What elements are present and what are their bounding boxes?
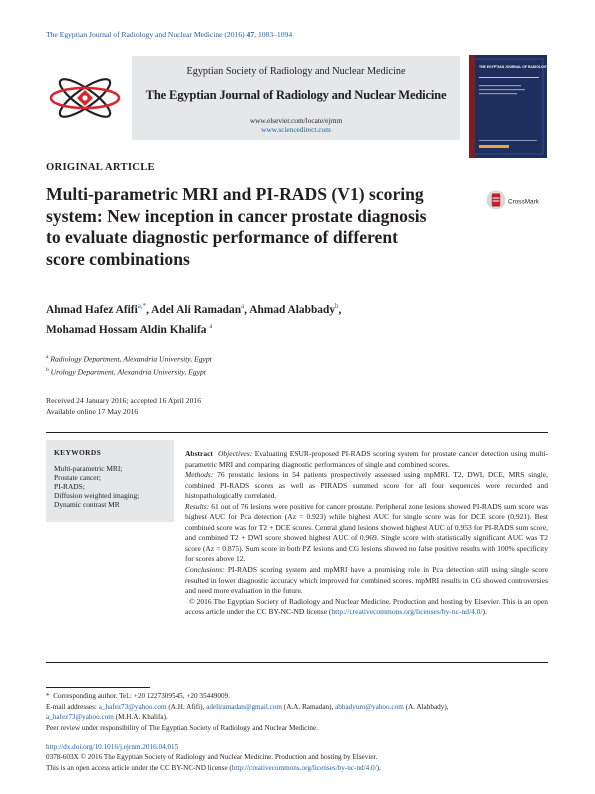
authors-line-1 [46, 298, 476, 318]
affiliations [46, 352, 212, 377]
article-dates [46, 395, 201, 417]
author-name: Ahmad Hafez Afifi [46, 303, 138, 316]
author-name: , Ahmad Alabbady [244, 303, 336, 316]
journal-reference [46, 30, 292, 39]
journal-ref-text: The Egyptian Journal of Radiology and Nuclear Medicine (2016) [46, 30, 247, 39]
conclusions-label: Conclusions: [185, 565, 225, 575]
author-name: Mohamad Hossam Aldin Khalifa [46, 324, 207, 337]
cover-title-text: THE EGYPTIAN JOURNAL OF RADIOLOGY AND NUCLEAR MEDICINE [479, 65, 592, 69]
online-date: Available online 17 May 2016 [46, 407, 139, 416]
email-owner: (M.H.A. Khalifa). [115, 713, 168, 722]
copyright-text: © 2016 The Egyptian Society of Radiology and Nuclear Medicine. Production and hosting by Elsevier. This is an open access article under the CC BY-NC-ND license ( [185, 596, 549, 617]
author-affiliation-mark[interactable]: a [241, 302, 245, 310]
methods-text: 76 prostatic lesions in 54 patients prospectively assessed using mpMRI. T2, DWI, DCE, MRS single, combined PI-RADS scores as well as PIRADS summed score for all four sequences were recorded and histopathologically correlated. [185, 470, 548, 501]
abstract [185, 449, 548, 618]
keywords-box [46, 440, 174, 522]
email-link[interactable]: adeliramadan@gmail.com [206, 702, 282, 711]
title-line: to evaluate diagnostic performance of different [46, 227, 398, 247]
results-text: 61 out of 76 lesions were positive for cancer prostate. Peripheral zone lesions showed PI-RADS sum score was highest AUC for Pca detection (Az = 0.923) while highest AUC for single score was for DCE score (0.921). Best combined score was for T2 + DCE scores. Central gland lesions showed highest AUC of 0.953 for PI-RADS sum score, and combined T2 + DWI score showed highest AUC of 0.969. Single score with statistically significant AUC was T2 score (Az = 0.875). Sum score in both PZ lesions and CG lesions showed no false positive results with 100% specificity for scores above 12. [185, 501, 548, 564]
open-access-text: This is an open access article under the CC BY-NC-ND license ( [46, 763, 232, 772]
email-addresses [46, 702, 548, 723]
issn-line: 0378-603X © 2016 The Egyptian Society of Radiology and Nuclear Medicine. Production and hosting by Elsevier. [46, 753, 378, 762]
open-access-line [46, 763, 548, 773]
abstract-methods [185, 470, 548, 502]
author-list [46, 298, 476, 339]
methods-label: Methods: [185, 470, 214, 480]
crossmark-badge[interactable] [486, 189, 548, 211]
affiliation-item [46, 365, 212, 378]
license-link[interactable]: http://creativecommons.org/licenses/by-nc-nd/4.0/ [331, 607, 483, 617]
asterisk-icon: * [46, 692, 50, 700]
affiliation-mark: a [46, 354, 49, 360]
email-owner: (A.A. Ramadan), [283, 702, 334, 711]
abstract-copyright [185, 597, 548, 618]
abstract-results [185, 502, 548, 565]
copyright-end: ). [482, 607, 487, 617]
society-logo [44, 68, 126, 128]
keyword-item: Diffusion weighted imaging; [54, 491, 140, 501]
abstract-conclusions [185, 565, 548, 597]
keyword-item: PI-RADS; [54, 482, 85, 492]
affiliation-mark: b [46, 366, 49, 373]
footnote-rule [46, 687, 150, 688]
email-link[interactable]: a_hafez73@yahoo.com [98, 702, 167, 711]
affiliation-text: Urology Department, Alexandria University, Egypt [50, 367, 206, 377]
sciencedirect-url[interactable]: www.sciencedirect.com [261, 125, 331, 134]
corresponding-author-note [46, 691, 548, 702]
abstract-heading: Abstract [185, 449, 213, 458]
author-affiliation-mark[interactable]: a [209, 322, 213, 331]
author-affiliation-mark[interactable]: b [335, 302, 339, 310]
elsevier-url[interactable]: www.elsevier.com/locate/ejrnm [249, 116, 343, 125]
abstract-objectives [185, 449, 548, 470]
received-date: Received 24 January 2016; accepted 16 April 2016 [46, 396, 201, 405]
keywords-heading: KEYWORDS [54, 448, 102, 457]
keyword-item: Prostate cancer; [54, 473, 101, 483]
objectives-text: Evaluating ESUR-proposed PI-RADS scoring system for prostate cancer detection using multi-parametric MRI and comparing diagnostic performances of single and combined scores. [185, 449, 549, 469]
results-label: Results: [185, 501, 210, 511]
affiliation-item [46, 352, 212, 365]
journal-title: The Egyptian Journal of Radiology and Nuclear Medicine [145, 88, 447, 102]
email-link[interactable]: a_hafez73@yahoo.com [46, 713, 114, 722]
author-name: , Adel Ali Ramadan [146, 303, 242, 316]
society-name: Egyptian Society of Radiology and Nuclear Medicine [186, 66, 406, 77]
doi-link[interactable]: http://dx.doi.org/10.1016/j.ejrnm.2016.04.015 [46, 743, 179, 751]
corresponding-text: Corresponding author. Tel.: +20 1227309545, +20 35449009. [53, 692, 230, 700]
email-owner: (A.H. Afifi), [168, 702, 205, 711]
conclusions-text: PI-RADS scoring system and mpMRI have a promising role in Pca detection still using single score resulted in lower diagnostic accuracy which improved for combined scores. mpMRI results in CG showed controversies and need more evaluation in the future. [185, 565, 548, 596]
divider [46, 662, 548, 663]
open-access-end: ). [376, 763, 381, 772]
divider [46, 432, 548, 433]
affiliation-text: Radiology Department, Alexandria University, Egypt [50, 354, 212, 364]
license-link[interactable]: http://creativecommons.org/licenses/by-nc-nd/4.0/ [231, 763, 377, 772]
title-line: system: New inception in cancer prostate diagnosis [46, 205, 427, 226]
author-separator: , [338, 303, 342, 316]
objectives-label: Objectives: [218, 449, 253, 458]
email-label: E-mail addresses: [46, 702, 97, 711]
journal-volume: 47 [246, 30, 255, 39]
article-type: ORIGINAL ARTICLE [46, 162, 155, 173]
crossmark-label: CrossMark [508, 198, 539, 206]
page-footer [46, 742, 548, 773]
title-line: Multi-parametric MRI and PI-RADS (V1) scoring [46, 184, 424, 204]
keyword-item: Dynamic contrast MR [54, 500, 120, 510]
email-owner: (A. Alabbady), [405, 702, 449, 711]
title-line: score combinations [46, 248, 190, 269]
article-title [46, 184, 466, 270]
journal-pages: , 1083–1094 [254, 30, 293, 39]
email-link[interactable]: abbadyuro@yahoo.com [335, 702, 404, 711]
peer-review-note: Peer review under responsibility of The Egyptian Society of Radiology and Nuclear Medicine. [46, 723, 318, 732]
author-affiliation-mark[interactable]: a,* [137, 302, 147, 310]
authors-line-2 [46, 318, 476, 338]
keyword-item: Multi-parametric MRI; [54, 464, 123, 473]
footnotes [46, 691, 548, 733]
journal-cover-image [469, 55, 592, 158]
